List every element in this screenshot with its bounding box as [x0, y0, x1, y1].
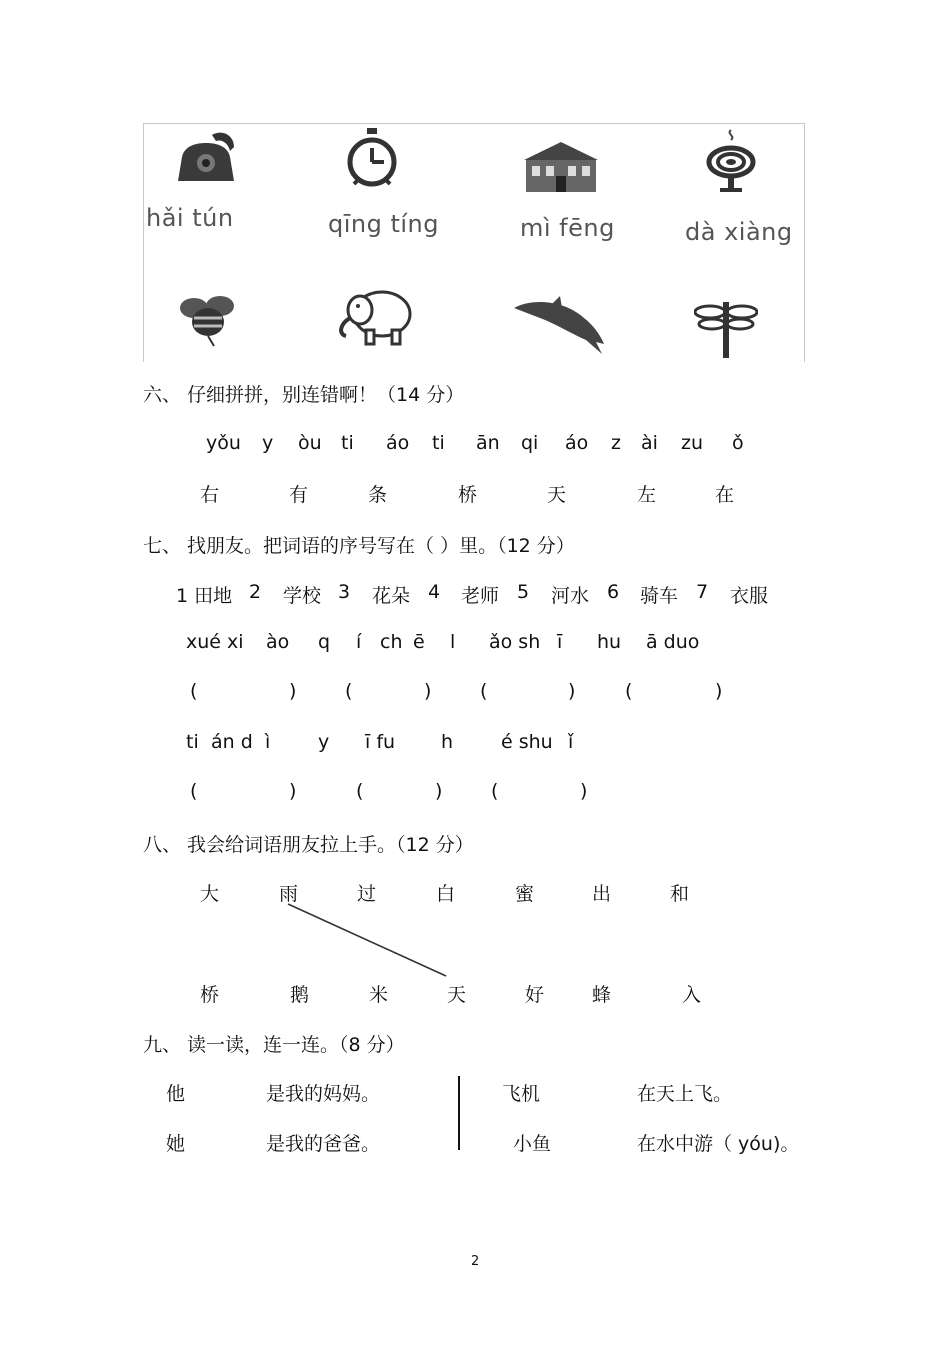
pinyin-token: ī fu — [365, 731, 396, 753]
answer-paren-close: ) — [580, 780, 588, 802]
word-token: 2 — [249, 581, 262, 603]
char-token: 好 — [525, 984, 545, 1006]
answer-paren-open: ( — [480, 680, 488, 702]
right-subject: 小鱼 — [513, 1133, 552, 1155]
left-predicate: 是我的爸爸。 — [266, 1133, 381, 1155]
pinyin-token: y — [318, 731, 330, 753]
right-predicate: 在水中游（ yóu)。 — [637, 1133, 800, 1155]
char-token: 米 — [369, 984, 389, 1006]
pinyin-token: í — [356, 631, 362, 653]
pinyin-token: hu — [597, 631, 622, 653]
char-token: 天 — [447, 984, 467, 1006]
char-token: 条 — [368, 484, 388, 506]
answer-paren-open: ( — [345, 680, 353, 702]
answer-paren-close: ) — [435, 780, 443, 802]
pinyin-token: ē — [413, 631, 425, 653]
right-predicate: 在天上飞。 — [637, 1083, 733, 1105]
pinyin-token: ti — [341, 432, 354, 454]
section6-title: 六、 仔细拼拼，别连错啊！（14 分） — [143, 384, 465, 406]
char-token: 入 — [682, 984, 702, 1006]
char-token: 白 — [436, 883, 456, 905]
char-token: 雨 — [279, 883, 299, 905]
pinyin-token: ài — [641, 432, 658, 454]
left-subject: 他 — [166, 1083, 186, 1105]
char-token: 蜂 — [592, 984, 612, 1006]
char-token: 出 — [592, 883, 612, 905]
char-token: 鹅 — [290, 984, 310, 1006]
char-token: 左 — [637, 484, 657, 506]
pinyin-token: áo — [386, 432, 410, 454]
word-token: 老师 — [461, 585, 500, 607]
pic-label-2: qīng tíng — [328, 210, 439, 238]
right-subject: 飞机 — [502, 1083, 541, 1105]
word-token: 3 — [338, 581, 351, 603]
pinyin-token: ì — [265, 731, 271, 753]
char-token: 过 — [357, 883, 377, 905]
section7-title: 七、 找朋友。把词语的序号写在（ ）里。（12 分） — [143, 535, 575, 557]
pinyin-token: xué xi — [186, 631, 244, 653]
word-token: 4 — [428, 581, 441, 603]
answer-paren-open: ( — [625, 680, 633, 702]
pinyin-token: ǐ — [568, 731, 574, 753]
word-token: 1 田地 — [176, 585, 233, 607]
pinyin-token: ti — [432, 432, 445, 454]
char-token: 在 — [715, 484, 735, 506]
answer-paren-open: ( — [190, 680, 198, 702]
pinyin-token: ǎo sh — [489, 631, 541, 653]
char-token: 蜜 — [515, 883, 535, 905]
answer-paren-close: ) — [289, 780, 297, 802]
pinyin-token: z — [611, 432, 621, 454]
pinyin-token: yǒu — [206, 432, 241, 454]
word-token: 骑车 — [640, 585, 679, 607]
char-token: 有 — [289, 484, 309, 506]
pinyin-token: zu — [681, 432, 704, 454]
section8-title: 八、 我会给词语朋友拉上手。（12 分） — [143, 834, 474, 856]
answer-paren-open: ( — [356, 780, 364, 802]
char-token: 桥 — [458, 484, 478, 506]
answer-paren-close: ) — [289, 680, 297, 702]
pinyin-token: l — [450, 631, 456, 653]
word-token: 5 — [517, 581, 530, 603]
section9-title: 九、 读一读，连一连。（8 分） — [143, 1034, 405, 1056]
left-subject: 她 — [166, 1133, 186, 1155]
pinyin-token: y — [262, 432, 274, 454]
pinyin-token: án d — [211, 731, 253, 753]
pic-label-4: dà xiàng — [685, 218, 793, 246]
pinyin-token: q — [318, 631, 331, 653]
answer-paren-close: ) — [568, 680, 576, 702]
char-token: 天 — [547, 484, 567, 506]
pinyin-token: ǒ — [732, 432, 744, 454]
pinyin-token: áo — [565, 432, 589, 454]
word-token: 衣服 — [730, 585, 769, 607]
char-token: 和 — [670, 883, 690, 905]
pic-label-3: mì fēng — [520, 214, 615, 242]
char-token: 右 — [200, 484, 220, 506]
pinyin-token: h — [441, 731, 454, 753]
left-predicate: 是我的妈妈。 — [266, 1083, 381, 1105]
answer-paren-open: ( — [491, 780, 499, 802]
pinyin-token: ān — [476, 432, 500, 454]
char-token: 大 — [200, 883, 220, 905]
pic-label-1: hǎi tún — [146, 204, 234, 232]
answer-paren-close: ) — [424, 680, 432, 702]
pinyin-token: ī — [557, 631, 563, 653]
pinyin-token: òu — [298, 432, 322, 454]
pinyin-token: ào — [266, 631, 290, 653]
word-token: 6 — [607, 581, 620, 603]
pinyin-token: ch — [380, 631, 403, 653]
pinyin-token: ti — [186, 731, 199, 753]
pinyin-token: é shu — [501, 731, 553, 753]
word-token: 花朵 — [372, 585, 411, 607]
word-token: 7 — [696, 581, 709, 603]
answer-paren-open: ( — [190, 780, 198, 802]
pinyin-token: qi — [521, 432, 539, 454]
char-token: 桥 — [200, 984, 220, 1006]
word-token: 学校 — [283, 585, 322, 607]
answer-paren-close: ) — [715, 680, 723, 702]
pinyin-token: ā duo — [646, 631, 700, 653]
word-token: 河水 — [551, 585, 590, 607]
page-number: 2 — [471, 1254, 480, 1269]
